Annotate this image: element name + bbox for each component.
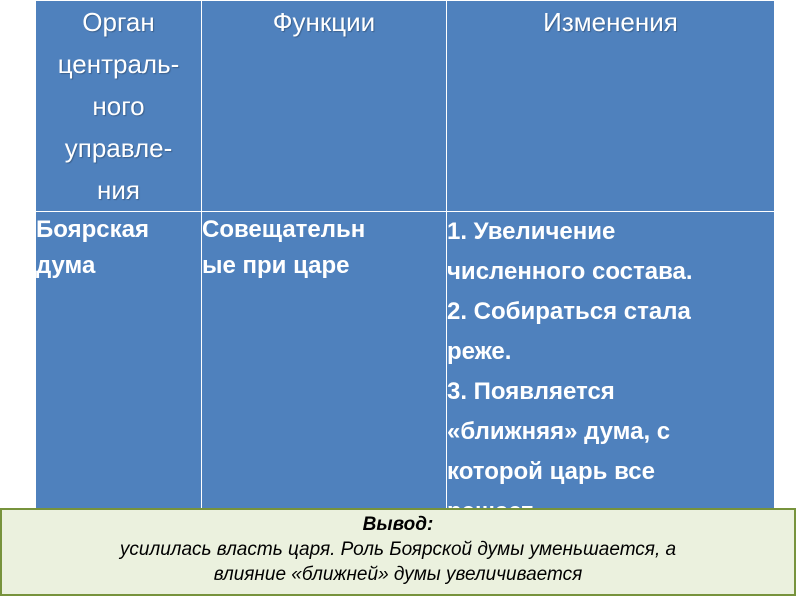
conclusion-line: усилилась власть царя. Роль Боярской думы уменьшается, а (119, 539, 677, 560)
header-organ (36, 1, 202, 212)
conclusion-line: влияние «ближней» думы увеличивается (213, 564, 583, 585)
change-item-1-line: численного состава. (447, 258, 693, 285)
cell-function-line: ые при царе (202, 252, 350, 279)
change-item-3-line: 3. Появляется (447, 378, 615, 405)
change-item-2-line: 2. Собираться стала (447, 298, 691, 325)
cell-function-line: Совещательн (202, 216, 366, 243)
header-changes-label: Изменения (543, 7, 678, 37)
cell-changes (447, 212, 775, 533)
cell-organ (36, 212, 202, 533)
header-organ-line: централь- (57, 49, 180, 79)
header-organ-line: Орган (82, 7, 155, 37)
table-grid (35, 0, 775, 533)
table-row (36, 212, 775, 533)
header-functions-label: Функции (272, 7, 376, 37)
cell-organ-line: дума (36, 252, 96, 279)
conclusion-box (0, 508, 796, 596)
cell-organ-line: Боярская (36, 216, 149, 243)
header-functions (202, 1, 447, 212)
header-organ-line: управле- (64, 133, 173, 163)
header-organ-line: ния (97, 175, 140, 205)
conclusion-title: Вывод: (362, 514, 434, 535)
change-item-2-line: реже. (447, 338, 512, 365)
header-changes (447, 1, 775, 212)
comparison-table (35, 0, 774, 510)
change-item-3-line: «ближняя» дума, с (447, 418, 671, 445)
change-item-3-line: которой царь все (447, 458, 655, 485)
cell-function (202, 212, 447, 533)
change-item-1-line: 1. Увеличение (447, 218, 616, 245)
header-organ-line: ного (92, 91, 145, 121)
header-row (36, 1, 775, 212)
